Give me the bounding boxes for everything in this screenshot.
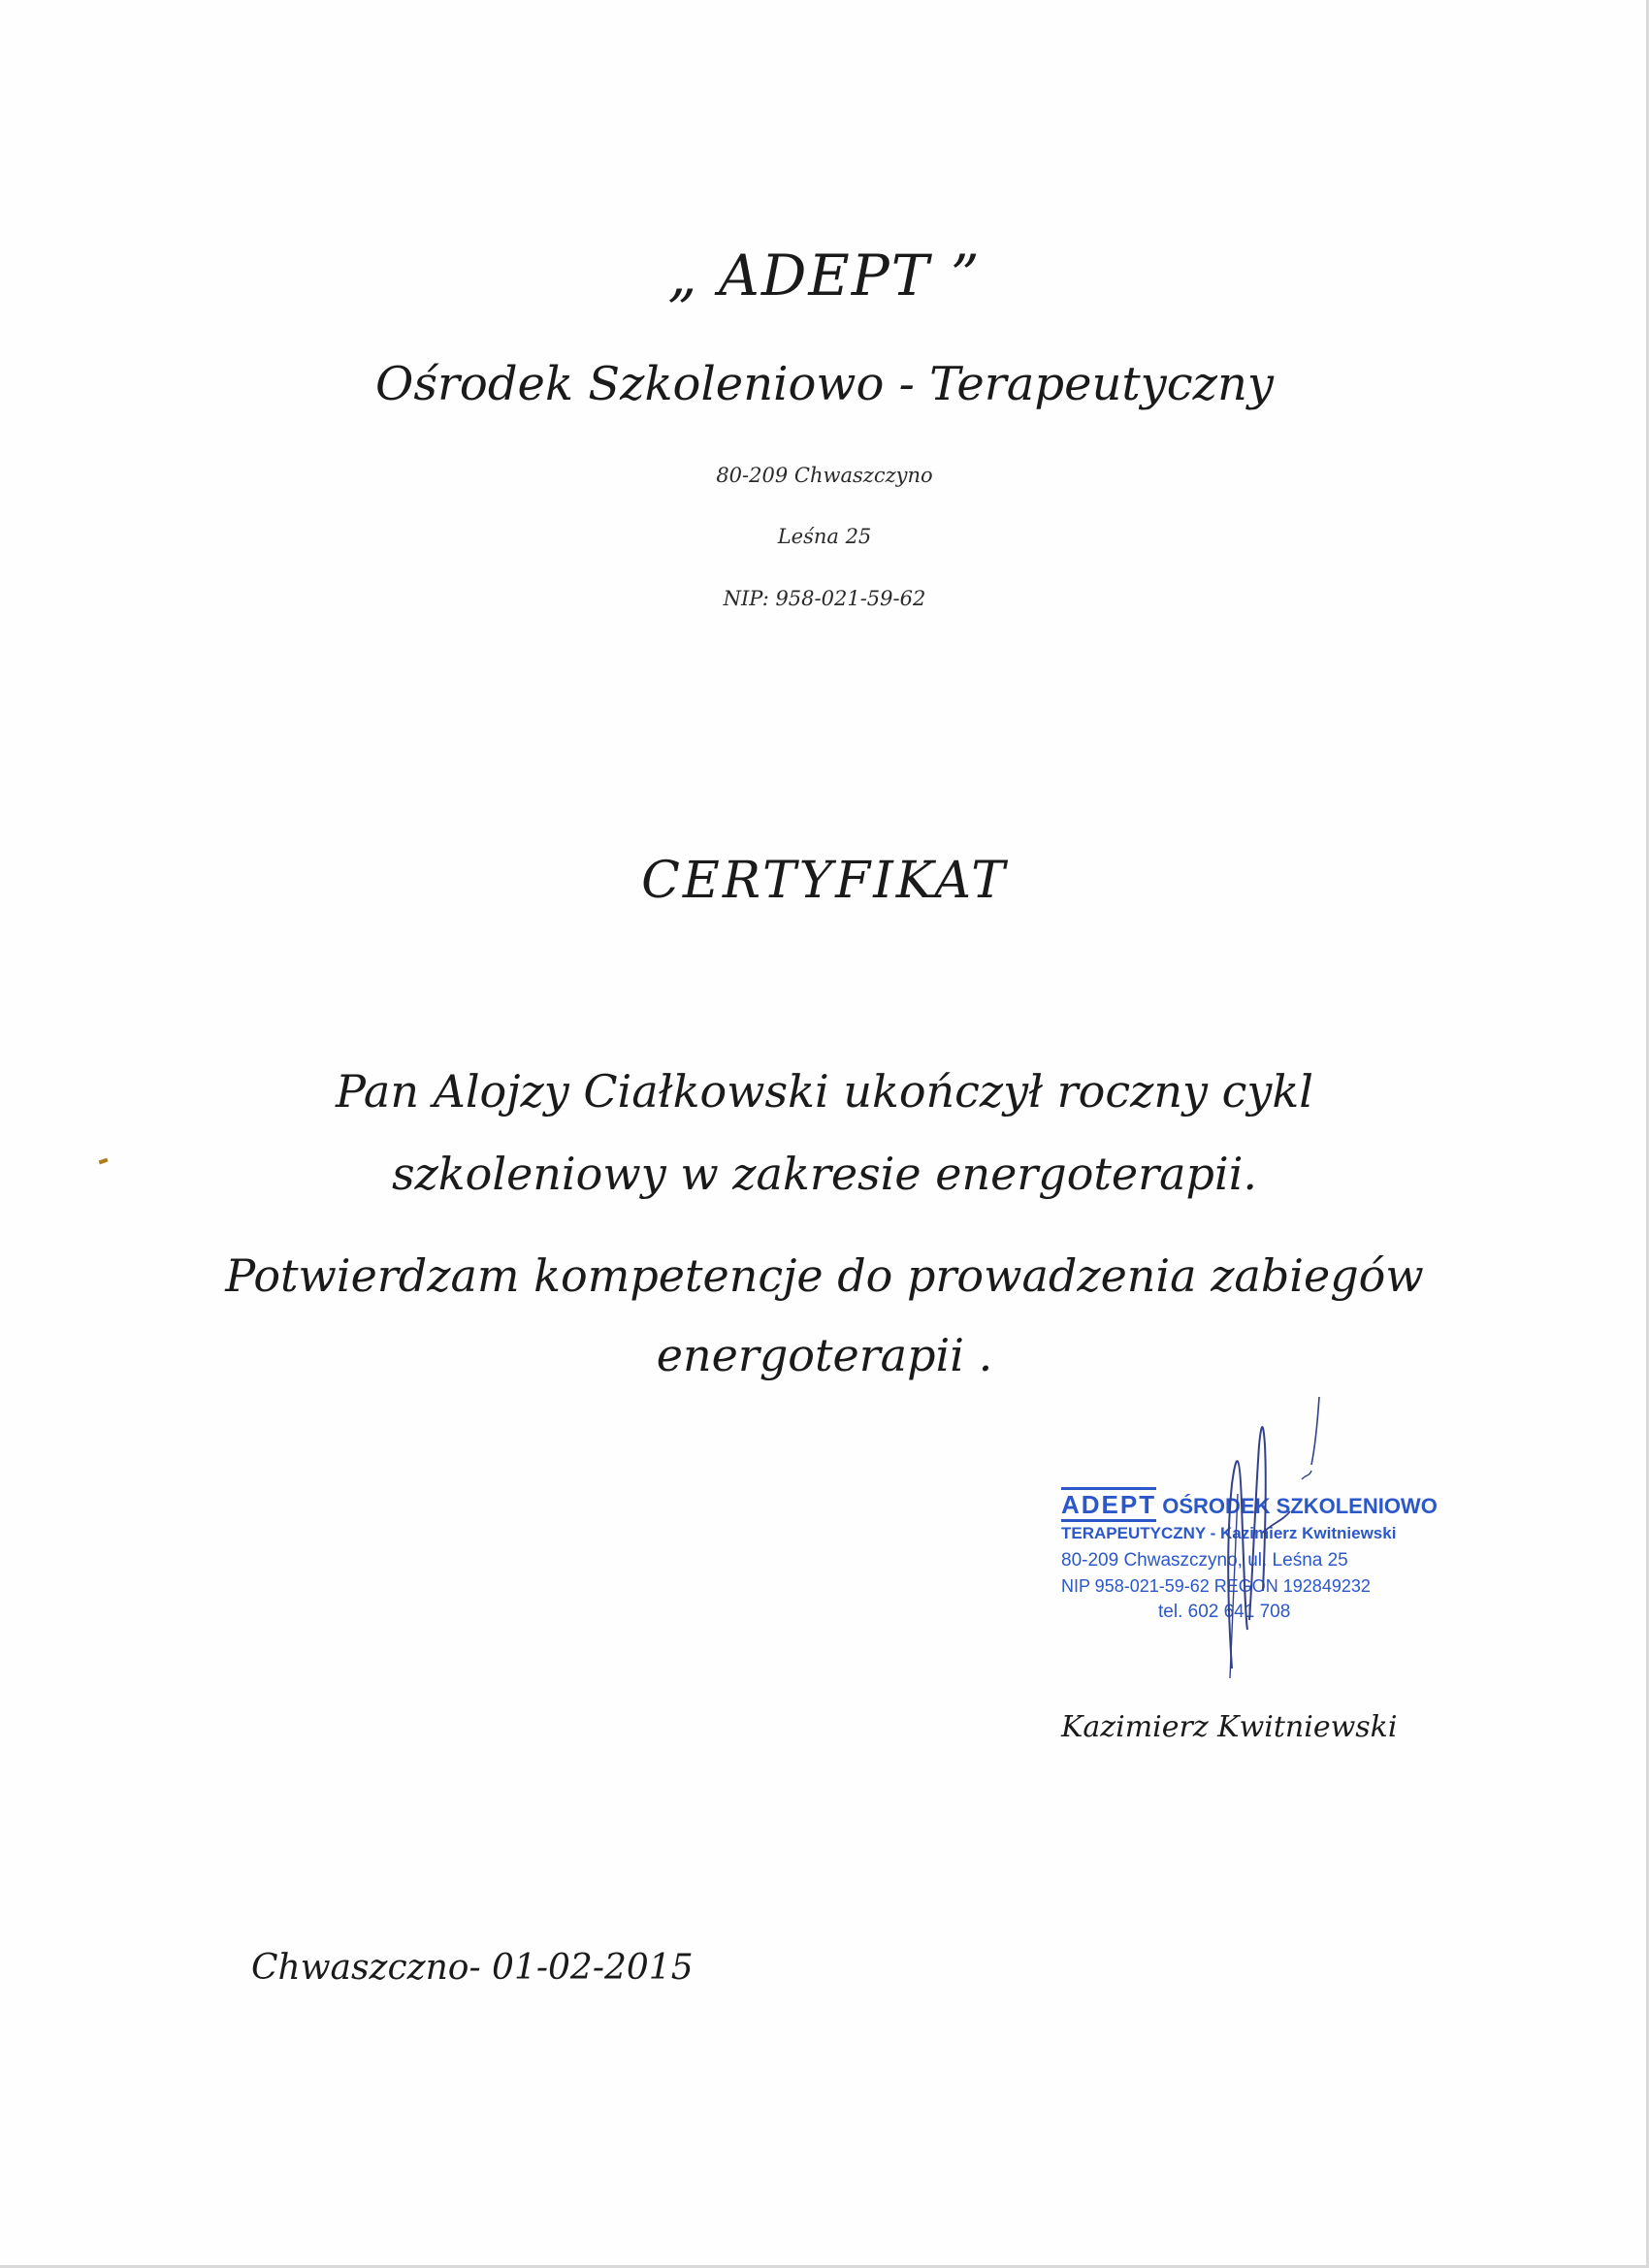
stamp-line: NIP 958-021-59-62 REGON 192849232 — [1061, 1576, 1371, 1596]
certificate-text-line: Pan Alojzy Ciałkowski ukończył roczny cykl — [336, 1065, 1313, 1118]
stamp-brand: ADEPT — [1061, 1487, 1156, 1522]
certificate-title: CERTYFIKAT — [641, 852, 1008, 910]
organization-brand: „ ADEPT ” — [667, 243, 982, 308]
stamp-line: TERAPEUTYCZNY - Kazimierz Kwitniewski — [1061, 1524, 1397, 1542]
organization-tax-id: NIP: 958-021-59-62 — [723, 587, 926, 610]
certificate-text-line: szkoleniowy w zakresie energoterapii. — [391, 1148, 1258, 1200]
certificate-text-line: energoterapii . — [656, 1329, 993, 1381]
stamp-line: tel. 602 641 708 — [1158, 1602, 1291, 1622]
stamp-line-1-rest: OŚRODEK SZKOLENIOWO — [1162, 1494, 1438, 1518]
signer-name: Kazimierz Kwitniewski — [1061, 1710, 1398, 1744]
handwritten-signature — [1203, 1387, 1339, 1678]
organization-street: Leśna 25 — [777, 525, 872, 548]
organization-postal-city: 80-209 Chwaszczyno — [716, 464, 933, 487]
place-and-date: Chwaszczno- 01-02-2015 — [251, 1948, 694, 1988]
stamp-line: 80-209 Chwaszczyno, ul. Leśna 25 — [1061, 1550, 1348, 1571]
certificate-text-line: Potwierdzam kompetencje do prowadzenia zabiegów — [225, 1249, 1424, 1302]
organization-subtitle: Ośrodek Szkoleniowo - Terapeutyczny — [374, 357, 1274, 411]
